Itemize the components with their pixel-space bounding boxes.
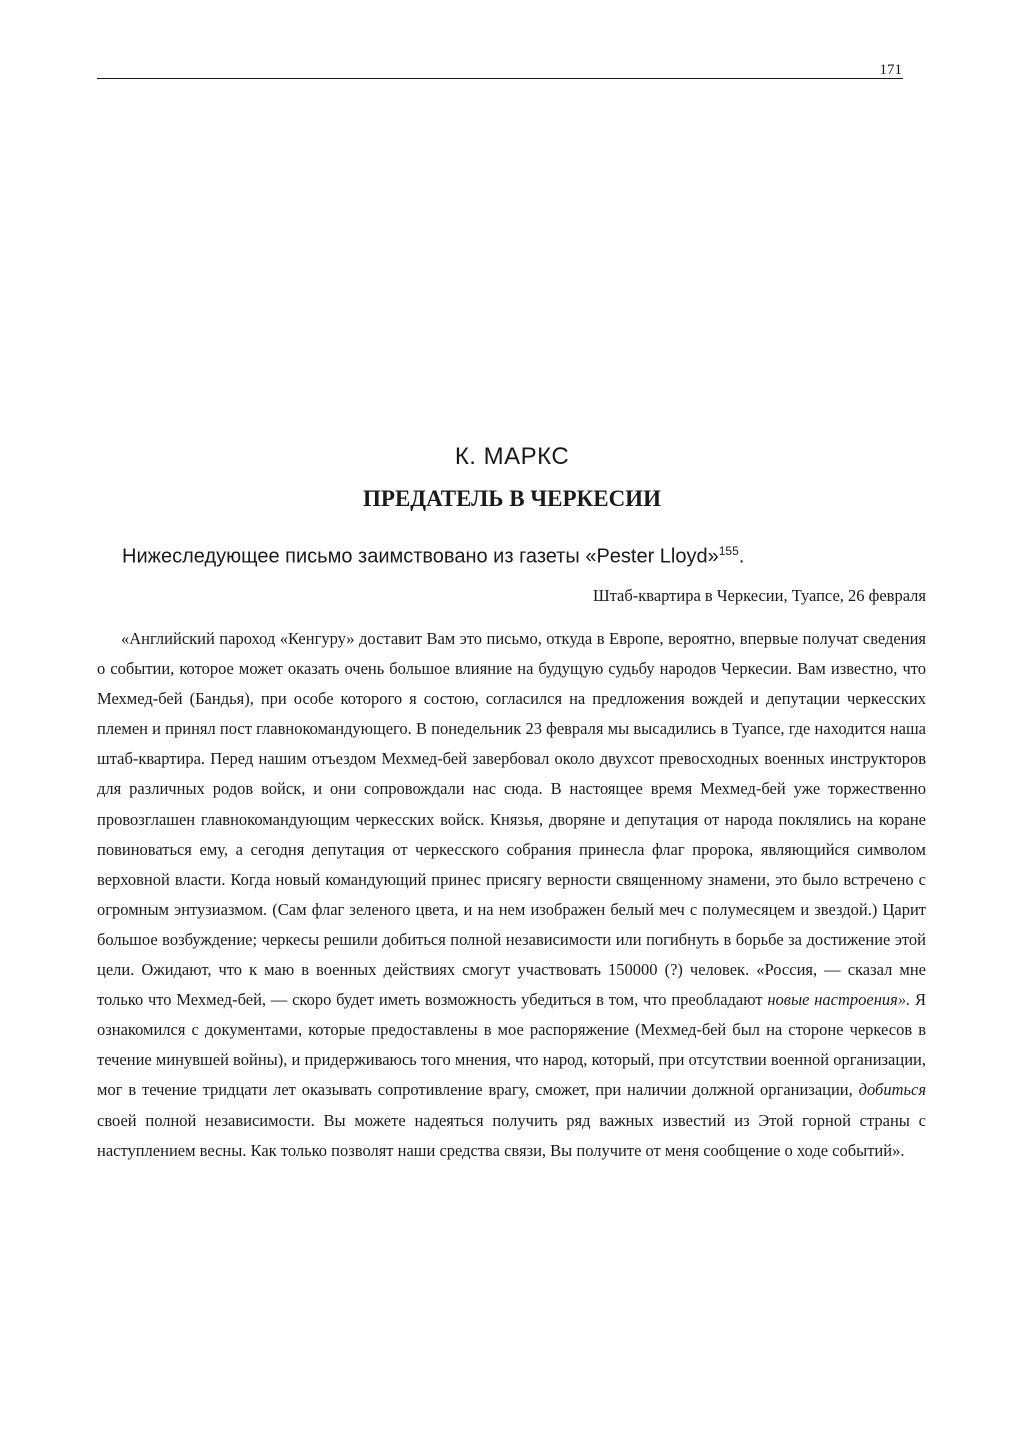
intro-text: Нижеследующее письмо заимствовано из газеты «Pester Lloyd» [122, 545, 719, 568]
intro-paragraph [122, 544, 926, 569]
page-number: 171 [879, 62, 902, 78]
letter-emphasis-2: добиться [858, 1080, 926, 1100]
author-name: К. МАРКС [454, 443, 570, 470]
header-rule [97, 78, 903, 79]
footnote-marker: 155 [718, 544, 739, 558]
letter-emphasis-1: новые настроения». [767, 990, 911, 1010]
letter-text-part-1: «Английский пароход «Кенгуру» доставит Вам это письмо, откуда в Европе, вероятно, впервые получат сведения о событии, которое может оказать очень большое влияние на будущую судьбу народов Черкесии. Вам известно, что Мехмед-бей (Бандья), при особе которого я состою, согласился на предложения вождей и депутации черкесских племен и принял пост главнокомандующего. В понедельник 23 февраля мы высадились в Туапсе, где находится наша штаб-квартира. Перед нашим отъездом Мехмед-бей завербовал около двухсот превосходных военных инструкторов для различных родов войск, и они сопровождали нас сюда. В настоящее время Мехмед-бей уже торжественно провозглашен главнокомандующим черкесских войск. Князья, дворяне и депутация от народа поклялись на коране повиноваться ему, а сегодня депутация от черкесского собрания принесла флаг пророка, являющийся символом верховной власти. Когда новый командующий принес присягу верности священному знамени, это было встречено с огромным энтузиазмом. (Сам флаг зеленого цвета, и на нем изображен белый меч с полумесяцем и звездой.) Царит большое возбуждение; черкесы решили добиться полной независимости или погибнуть в борьбе за достижение этой цели. Ожидают, что к маю в военных действиях смогут участвовать 150000 (?) человек. «Россия, — сказал мне только что Мехмед-бей, — скоро будет иметь возможность убедиться в том, что преобладают [97, 629, 926, 1010]
letter-text-part-2: Я ознакомился с документами, которые предоставлены в мое распоряжение (Мехмед-бей был на стороне черкесов в течение минувшей войны), и придерживаюсь того мнения, что народ, который, при отсутствии военной организации, мог в течение тридцати лет оказывать сопротивление врагу, сможет, при наличии должной организации, [97, 990, 926, 1100]
letter-text-part-3: своей полной независимости. Вы можете надеяться получить ряд важных известий из Этой горной страны с наступлением весны. Как только позволят наши средства связи, Вы получите от меня сообщение о ходе событий». [97, 1110, 926, 1160]
article-title: ПРЕДАТЕЛЬ В ЧЕРКЕСИИ [363, 486, 661, 511]
intro-end: . [738, 545, 745, 568]
letter-body [97, 624, 926, 1166]
dateline: Штаб-квартира в Черкесии, Туапсе, 26 февраля [592, 586, 926, 605]
